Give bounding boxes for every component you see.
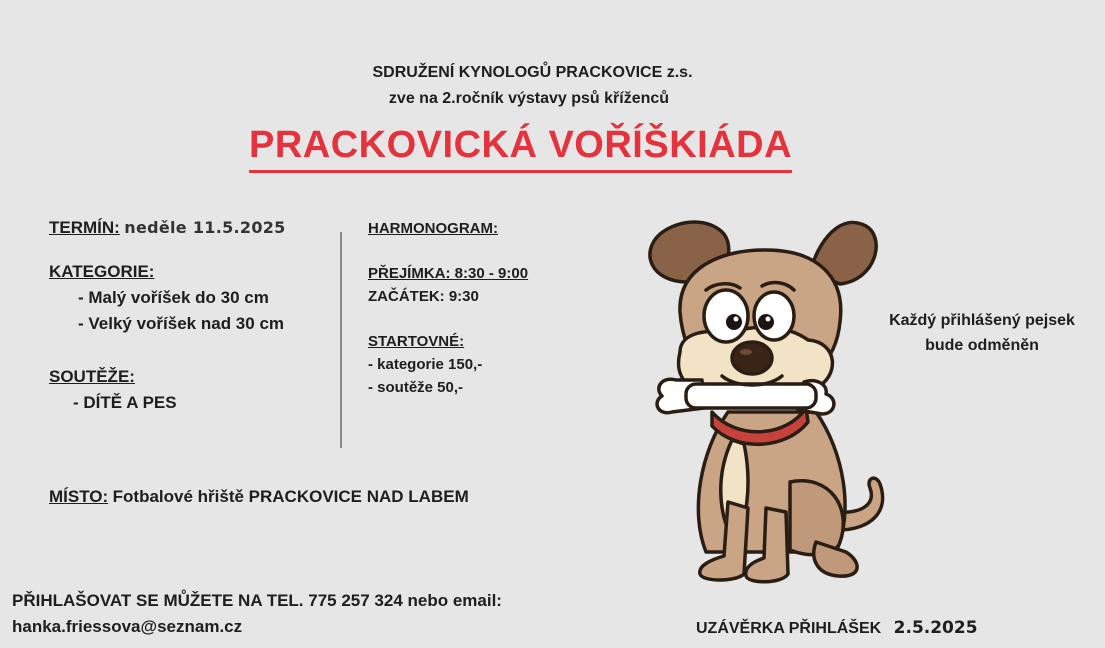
termin-row bbox=[49, 218, 286, 238]
cartoon-dog-with-bone-icon bbox=[640, 212, 910, 590]
signup-text: PŘIHLAŠOVAT SE MŮŽETE NA TEL. 775 257 324 nebo email: bbox=[12, 591, 502, 610]
misto-label: MÍSTO: bbox=[49, 487, 109, 506]
souteze-item: - DÍTĚ A PES bbox=[73, 393, 177, 412]
reward-note bbox=[862, 308, 1102, 358]
prejimka-text: PŘEJÍMKA: 8:30 - 9:00 bbox=[368, 265, 529, 282]
souteze-label: SOUTĚŽE: bbox=[49, 367, 135, 386]
zacatek-text: ZAČÁTEK: 9:30 bbox=[368, 288, 479, 305]
title-underline bbox=[249, 170, 792, 173]
reward-note-line1: Každý přihlášený pejsek bbox=[889, 312, 1075, 329]
startovne-item-kategorie: - kategorie 150,- bbox=[368, 356, 483, 373]
kategorie-item-large: - Velký voříšek nad 30 cm bbox=[78, 314, 285, 333]
deadline-date: 2.5.2025 bbox=[893, 618, 978, 638]
invitation-text: zve na 2.ročník výstavy psů kříženců bbox=[388, 90, 670, 107]
reward-note-line2: bude odměněn bbox=[925, 337, 1039, 354]
misto-row bbox=[49, 487, 469, 507]
startovne-item-souteze: - soutěže 50,- bbox=[368, 379, 464, 396]
kategorie-label: KATEGORIE: bbox=[49, 262, 155, 281]
kategorie-item-small: - Malý voříšek do 30 cm bbox=[78, 288, 269, 307]
startovne-label: STARTOVNÉ: bbox=[368, 333, 465, 350]
misto-value: Fotbalové hřiště PRACKOVICE NAD LABEM bbox=[112, 487, 469, 506]
page-title: PRACKOVICKÁ VOŘÍŠKIÁDA bbox=[249, 124, 793, 166]
deadline-label: UZÁVĚRKA PŘIHLÁŠEK bbox=[696, 620, 882, 637]
contact-email: hanka.friessova@seznam.cz bbox=[12, 617, 243, 636]
harmonogram-label: HARMONOGRAM: bbox=[368, 220, 498, 237]
termin-value: neděle 11.5.2025 bbox=[124, 218, 286, 237]
organization-name: SDRUŽENÍ KYNOLOGŮ PRACKOVICE z.s. bbox=[372, 64, 693, 81]
column-divider bbox=[340, 232, 342, 448]
deadline-row bbox=[696, 618, 978, 638]
termin-label: TERMÍN: bbox=[49, 218, 120, 237]
